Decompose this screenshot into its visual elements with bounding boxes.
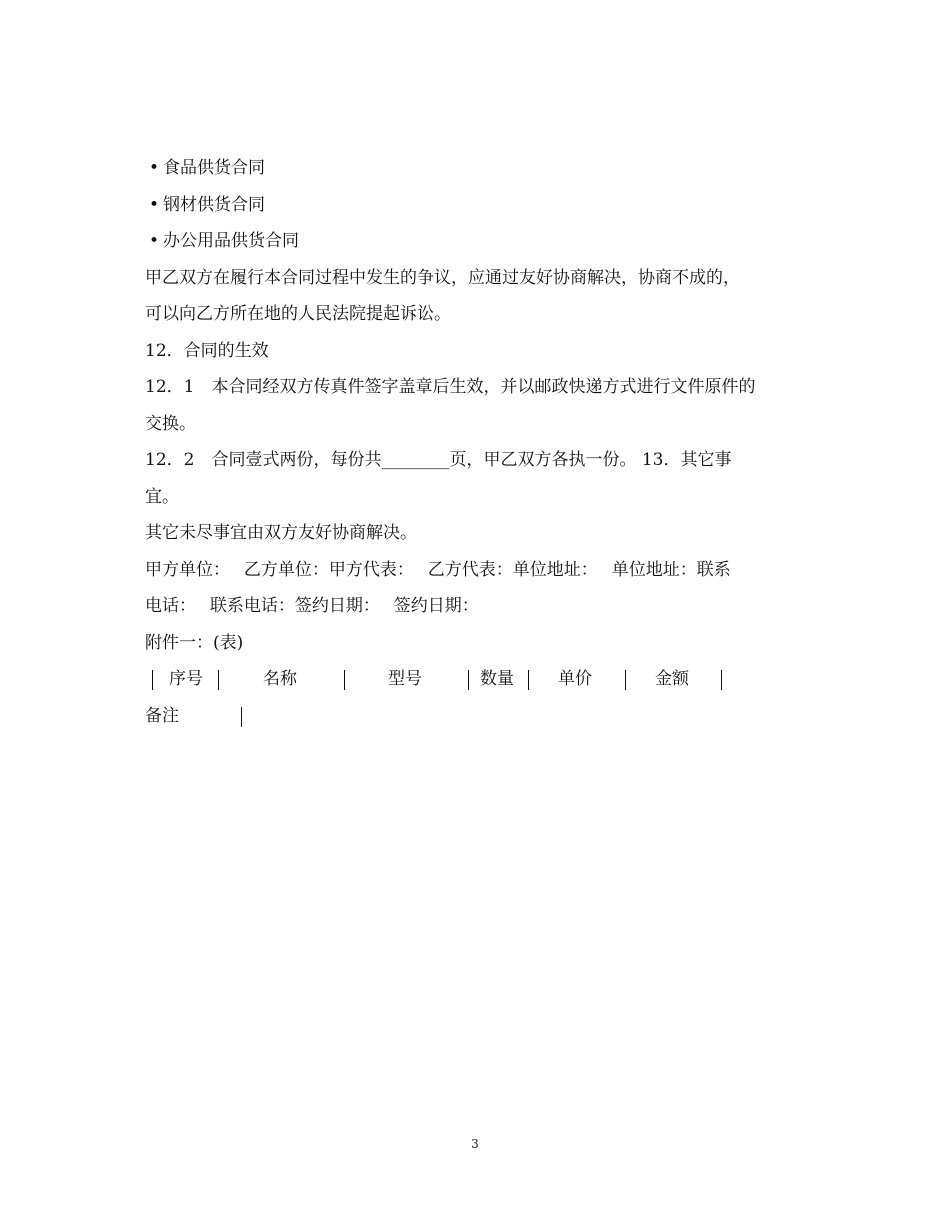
table-header-cell: 名称: [263, 669, 297, 689]
table-border: [152, 670, 153, 690]
clause-12-2-line: 12．2 合同壹式两份，每份共________页，甲乙双方各执一份。 13．其它事: [145, 450, 732, 470]
table-border: [625, 670, 626, 690]
list-item-text: 钢材供货合同: [163, 194, 265, 215]
document-body: [145, 150, 810, 734]
table-border: [241, 707, 242, 727]
list-item: [145, 150, 810, 187]
other-matters-text: 其它未尽事宜由双方友好协商解决。: [145, 523, 417, 543]
attachment-title: 附件一：(表): [145, 632, 244, 653]
attachment-table-header: [145, 661, 810, 698]
clause-12-1-line: 交换。: [145, 413, 196, 434]
attachment-table-header-wrap: [145, 698, 810, 735]
table-header-cell: 序号: [169, 669, 203, 689]
table-border: [344, 670, 345, 690]
table-header-cell: 数量: [480, 669, 514, 689]
bullet-icon: •: [149, 231, 160, 251]
table-header-cell: 金额: [655, 669, 689, 689]
signature-block-line: 甲方单位： 乙方单位：甲方代表： 乙方代表：单位地址： 单位地址：联系: [145, 559, 731, 580]
clause-12-2-line: 宜。: [145, 486, 179, 507]
table-header-cell: 单价: [558, 669, 592, 689]
page-number: 3: [471, 1137, 479, 1151]
dispute-clause-line: 甲乙双方在履行本合同过程中发生的争议，应通过友好协商解决，协商不成的，: [145, 267, 740, 288]
table-border: [468, 670, 469, 690]
signature-block-line: 电话： 联系电话：签约日期： 签约日期：: [145, 596, 479, 616]
bullet-icon: •: [149, 158, 160, 178]
dispute-clause-line: 可以向乙方所在地的人民法院提起诉讼。: [145, 304, 451, 324]
list-item: [145, 187, 810, 224]
table-border: [528, 670, 529, 690]
list-item-text: 办公用品供货合同: [163, 231, 299, 251]
table-border: [218, 670, 219, 690]
section-title: 12．合同的生效: [145, 340, 269, 361]
clause-12-1-line: 12．1 本合同经双方传真件签字盖章后生效，并以邮政快递方式进行文件原件的: [145, 377, 756, 397]
table-border: [721, 670, 722, 690]
table-header-cell: 备注: [145, 705, 179, 726]
table-header-cell: 型号: [388, 669, 422, 689]
list-item: [145, 223, 810, 260]
bullet-icon: •: [149, 194, 160, 215]
list-item-text: 食品供货合同: [163, 158, 265, 178]
